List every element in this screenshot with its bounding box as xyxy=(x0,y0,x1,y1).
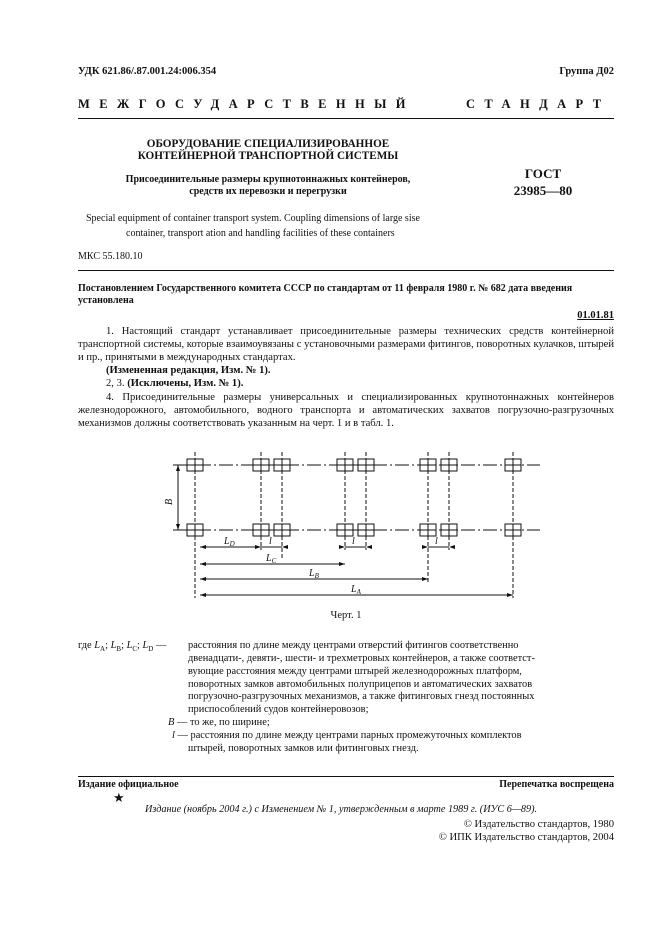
label-LC xyxy=(265,553,277,565)
sub-D: D xyxy=(148,645,154,654)
decree-text: Постановлением Государственного комитета СССР по стандартам от 11 февраля 1980 г. № 682 дата введения установлена xyxy=(78,283,573,306)
sub-C: C xyxy=(132,645,138,654)
edition-note: Издание (ноябрь 2004 г.) с Изменением № 1, утвержденным в марте 1989 г. (ИУС 6—89). xyxy=(145,804,538,815)
gost-number: 23985—80 xyxy=(513,183,573,198)
paragraph-1-note: (Измененная редакция, Изм. № 1). xyxy=(106,365,271,376)
title-line-2: КОНТЕЙНЕРНОЙ ТРАНСПОРТНОЙ СИСТЕМЫ xyxy=(137,150,399,162)
sep-2: ; xyxy=(121,640,124,651)
label-LB xyxy=(308,568,320,580)
label-LD-main: L xyxy=(224,536,230,547)
definitions xyxy=(78,640,618,755)
paragraph-2-3 xyxy=(106,377,243,390)
copyright-1980: © Издательство стандартов, 1980 xyxy=(463,819,614,830)
sep-1: ; xyxy=(105,640,108,651)
official-edition: Издание официальное xyxy=(78,779,179,790)
paragraph-2-3-note: (Исключены, Изм. № 1). xyxy=(127,378,244,389)
paragraph-4: 4. Присоединительные размеры универсальных и специализированных крупнотоннажных контейнеров железнодорожного, автомобильного, водного транспорта и автоматических захватов погрузочно-разгрузочных механизмов должны соответствовать указанным на черт. 1 и в табл. 1. xyxy=(78,392,614,430)
def-3-line-1: расстояния по длине между центрами парных промежуточных комплектов xyxy=(190,729,522,741)
sym-LC: L xyxy=(126,640,133,651)
label-LB-sub: B xyxy=(314,572,319,580)
sym-B: B xyxy=(168,716,175,728)
def-1-line-5: погрузочно-разгрузочных механизмов, а также фитинговых гнезд постоянных xyxy=(188,691,535,703)
label-LD xyxy=(223,536,235,548)
def-2-text: то же, по ширине; xyxy=(189,716,270,728)
sub-A: A xyxy=(100,645,106,654)
label-LA xyxy=(350,584,362,596)
dash-2: — xyxy=(176,716,188,728)
title-rule xyxy=(78,270,614,271)
group-code: Группа Д02 xyxy=(559,66,614,77)
label-LC-main: L xyxy=(266,553,272,564)
sym-l: l xyxy=(172,729,175,741)
sep-3: ; xyxy=(137,640,140,651)
label-LA-main: L xyxy=(351,584,357,595)
def-1-line-3: вующие расстояния между центрами штырей железнодорожных платформ, xyxy=(188,665,522,677)
banner-standard: СТАНДАРТ xyxy=(466,97,611,111)
def-1-line-6: приспособлений судов контейнеровозов; xyxy=(188,704,369,716)
subtitle-line-2: средств их перевозки и перегрузки xyxy=(189,186,347,197)
sym-LA: L xyxy=(94,640,101,651)
def-prefix: где xyxy=(78,640,92,651)
english-line-1: Special equipment of container transport system. Coupling dimensions of large sise xyxy=(86,213,420,224)
label-LA-sub: A xyxy=(356,588,361,596)
label-LD-sub: D xyxy=(229,540,235,548)
reprint-prohibited: Перепечатка воспрещена xyxy=(499,779,614,790)
label-l2: l xyxy=(352,536,355,547)
banner-rule xyxy=(78,118,614,119)
copyright-2004: © ИПК Издательство стандартов, 2004 xyxy=(438,832,614,843)
def-3 xyxy=(78,730,618,743)
drawing-chert-1 xyxy=(164,448,550,608)
paragraph-1: 1. Настоящий стандарт устанавливает присоединительные размеры технических средств контейнерной транспортной системы, которые взаимоувязаны с установочными размерами фитингов, поворотных кулачков, штырей и пр., принятыми в международных стандартах. xyxy=(78,326,614,364)
dash-1: — xyxy=(155,640,167,651)
sym-LB: L xyxy=(110,640,117,651)
def-1-line-2: двенадцати-, девяти-, шести- и трехметровых контейнеров, а также соответст- xyxy=(188,653,535,664)
mks-code: МКС 55.180.10 xyxy=(78,251,143,262)
def-3-line-2: штырей, поворотных замков или фитинговых гнезд. xyxy=(188,742,419,754)
paragraph-2-3-num: 2, 3. xyxy=(106,378,125,389)
label-LC-sub: C xyxy=(271,557,277,565)
footer-rule xyxy=(78,776,614,777)
star-mark: ★ xyxy=(113,790,125,805)
banner-interstate: МЕЖГОСУДАРСТВЕННЫЙ xyxy=(78,97,415,111)
figure-caption: Черт. 1 xyxy=(330,610,362,621)
label-LB-main: L xyxy=(309,568,315,579)
udk-code: УДК 621.86/.87.001.24:006.354 xyxy=(78,66,217,77)
english-line-2: container, transport ation and handling facilities of these containers xyxy=(126,228,395,239)
english-title xyxy=(78,211,618,241)
gost-block xyxy=(498,165,588,199)
def-1-head xyxy=(78,640,618,653)
def-1-line-4: поворотных замков автомобильных полуприцепов и автоматических захватов xyxy=(188,678,533,690)
label-l1: l xyxy=(269,536,272,547)
title-line-1: ОБОРУДОВАНИЕ СПЕЦИАЛИЗИРОВАННОЕ xyxy=(146,138,390,150)
def-2 xyxy=(78,717,618,730)
label-B: B xyxy=(164,498,175,506)
sub-B: B xyxy=(116,645,122,654)
title-block xyxy=(78,138,458,198)
decree-date: 01.01.81 xyxy=(577,310,614,321)
copyright-lines xyxy=(439,818,614,844)
label-l3: l xyxy=(435,536,438,547)
sym-LD: L xyxy=(142,640,149,651)
def-1-line-1: расстояния по длине между центрами отверстий фитингов соответственно xyxy=(188,640,519,651)
gost-label: ГОСТ xyxy=(524,166,562,181)
dash-3: — xyxy=(177,729,188,741)
subtitle-line-1: Присоединительные размеры крупнотоннажных контейнеров, xyxy=(125,174,411,185)
vertical-centerlines xyxy=(195,452,513,598)
